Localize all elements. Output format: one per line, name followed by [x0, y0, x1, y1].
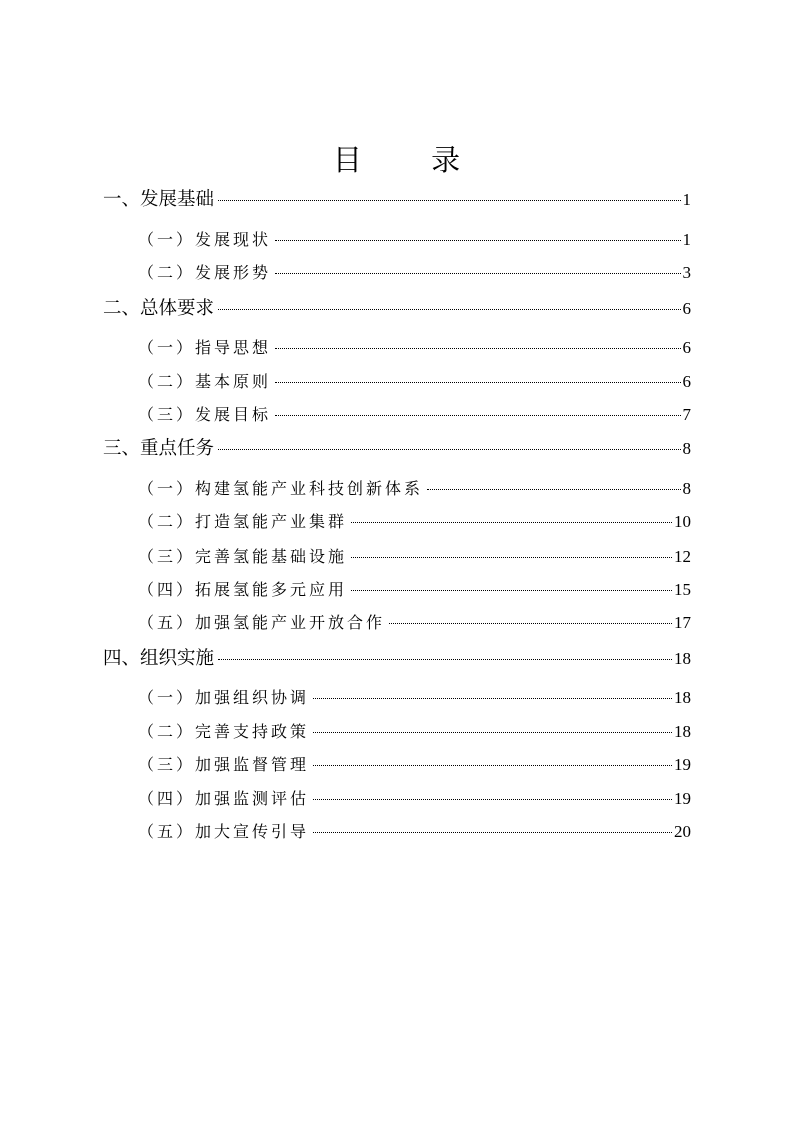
toc-entry-label: （五）加大宣传引导: [138, 822, 310, 841]
toc-section-entry[interactable]: [138, 260, 691, 286]
toc-dot-leader: [351, 557, 672, 558]
toc-section-entry[interactable]: [138, 719, 691, 745]
toc-dot-leader: [218, 309, 680, 310]
toc-page-number: 12: [674, 547, 691, 566]
toc-entry-label: （三）完善氢能基础设施: [138, 547, 348, 566]
toc-entry-label: （二）打造氢能产业集群: [138, 512, 348, 531]
toc-page-number: 15: [674, 580, 691, 599]
toc-chapter-entry[interactable]: [103, 436, 691, 462]
toc-section-entry[interactable]: [138, 335, 691, 361]
toc-entry-label: （三）发展目标: [138, 405, 272, 424]
toc-section-entry[interactable]: [138, 227, 691, 253]
toc-dot-leader: [218, 449, 680, 450]
toc-section-entry[interactable]: [138, 685, 691, 711]
toc-entry-label: （四）加强监测评估: [138, 789, 310, 808]
toc-section-entry[interactable]: [138, 752, 691, 778]
toc-page-number: 6: [682, 372, 691, 391]
toc-entry-label: （一）构建氢能产业科技创新体系: [138, 479, 424, 498]
toc-dot-leader: [313, 732, 672, 733]
toc-entry-label: （二）发展形势: [138, 263, 272, 282]
toc-dot-leader: [275, 240, 680, 241]
toc-page-number: 7: [682, 405, 691, 424]
toc-page-number: 18: [674, 649, 691, 668]
toc-dot-leader: [313, 765, 672, 766]
toc-page-number: 20: [674, 822, 691, 841]
toc-entry-label: （五）加强氢能产业开放合作: [138, 613, 386, 632]
toc-dot-leader: [427, 489, 680, 490]
toc-entry-label: （二）完善支持政策: [138, 722, 310, 741]
toc-entry-label: （一）指导思想: [138, 338, 272, 357]
toc-section-entry[interactable]: [138, 476, 691, 502]
toc-page-number: 1: [682, 230, 691, 249]
toc-dot-leader: [218, 659, 672, 660]
toc-dot-leader: [389, 623, 672, 624]
toc-entry-label: 二、总体要求: [103, 298, 215, 319]
toc-page-number: 17: [674, 613, 691, 632]
toc-page-number: 8: [682, 479, 691, 498]
toc-entry-label: （一）发展现状: [138, 230, 272, 249]
toc-dot-leader: [275, 348, 680, 349]
toc-section-entry[interactable]: [138, 610, 691, 636]
toc-page-number: 18: [674, 688, 691, 707]
toc-entry-label: （三）加强监督管理: [138, 755, 310, 774]
toc-section-entry[interactable]: [138, 786, 691, 812]
toc-dot-leader: [218, 200, 680, 201]
toc-dot-leader: [275, 415, 680, 416]
toc-entry-label: （四）拓展氢能多元应用: [138, 580, 348, 599]
toc-entry-label: （一）加强组织协调: [138, 688, 310, 707]
toc-section-entry[interactable]: [138, 402, 691, 428]
toc-chapter-entry[interactable]: [103, 646, 691, 672]
toc-section-entry[interactable]: [138, 819, 691, 845]
toc-section-entry[interactable]: [138, 577, 691, 603]
toc-entry-label: 四、组织实施: [103, 648, 215, 669]
toc-entry-label: 一、发展基础: [103, 189, 215, 210]
toc-page-number: 18: [674, 722, 691, 741]
toc-chapter-entry[interactable]: [103, 296, 691, 322]
toc-page-number: 1: [682, 190, 691, 209]
toc-dot-leader: [351, 590, 672, 591]
toc-dot-leader: [313, 698, 672, 699]
toc-dot-leader: [351, 522, 672, 523]
toc-dot-leader: [275, 273, 680, 274]
toc-page-number: 10: [674, 512, 691, 531]
toc-section-entry[interactable]: [138, 509, 691, 535]
toc-chapter-entry[interactable]: [103, 187, 691, 213]
toc-page-number: 19: [674, 755, 691, 774]
toc-dot-leader: [313, 799, 672, 800]
toc-page-number: 19: [674, 789, 691, 808]
toc-entry-label: 三、重点任务: [103, 438, 215, 459]
toc-dot-leader: [313, 832, 672, 833]
toc-page-number: 6: [682, 338, 691, 357]
toc-section-entry[interactable]: [138, 369, 691, 395]
page-title: 目 录: [332, 143, 491, 177]
toc-page-number: 6: [682, 299, 691, 318]
toc-dot-leader: [275, 382, 680, 383]
toc-entry-label: （二）基本原则: [138, 372, 272, 391]
toc-page-number: 8: [682, 439, 691, 458]
toc-section-entry[interactable]: [138, 544, 691, 570]
toc-page-number: 3: [682, 263, 691, 282]
